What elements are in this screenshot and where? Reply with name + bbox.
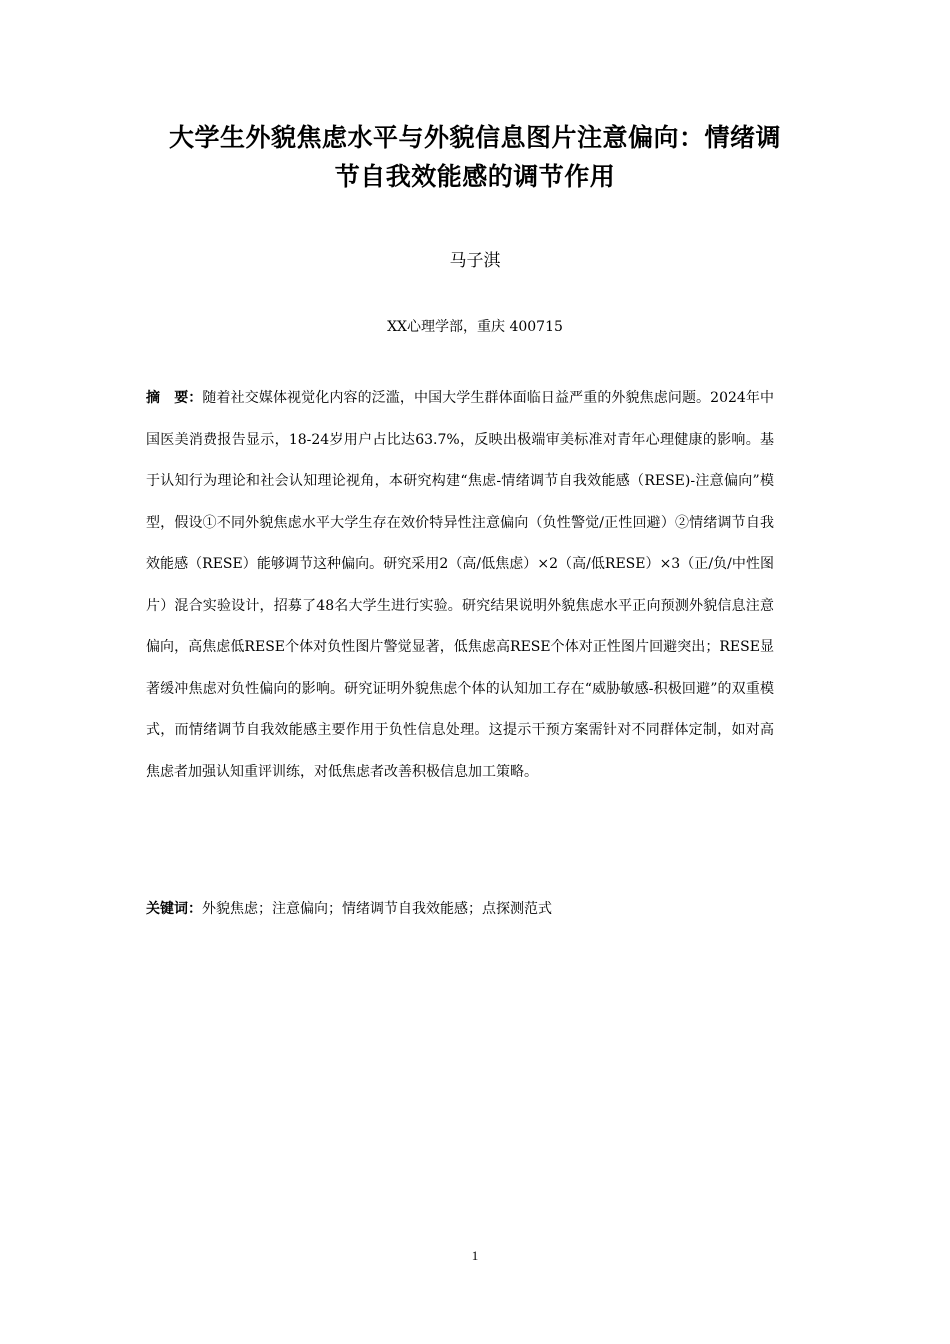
- abstract-label: 摘 要：: [146, 390, 203, 406]
- keywords-text: 外貌焦虑；注意偏向；情绪调节自我效能感；点探测范式: [202, 901, 552, 917]
- keywords: [146, 896, 774, 922]
- paper-title-line-1: 大学生外貌焦虑水平与外貌信息图片注意偏向：情绪调: [168, 123, 781, 152]
- abstract: [146, 378, 774, 793]
- author-name: 马子淇: [449, 251, 501, 271]
- author-affiliation: XX心理学部，重庆 400715: [387, 319, 563, 335]
- paper-title: [140, 118, 810, 196]
- abstract-text: 随着社交媒体视觉化内容的泛滥，中国大学生群体面临日益严重的外貌焦虑问题。2024年中国医美消费报告显示，18-24岁用户占比达63.7%，反映出极端审美标准对青年心理健康的影响。基于认知行为理论和社会认知理论视角，本研究构建“焦虑-情绪调节自我效能感（RESE)-注意偏向”模型，假设①不同外貌焦虑水平大学生存在效价特异性注意偏向（负性警觉/正性回避）②情绪调节自我效能感（RESE）能够调节这种偏向。研究采用2（高/低焦虑）×2（高/低RESE）×3（正/负/中性图片）混合实验设计，招募了48名大学生进行实验。研究结果说明外貌焦虑水平正向预测外貌信息注意偏向，高焦虑低RESE个体对负性图片警觉显著，低焦虑高RESE个体对正性图片回避突出；RESE显著缓冲焦虑对负性偏向的影响。研究证明外貌焦虑个体的认知加工存在“威胁敏感-积极回避”的双重模式，而情绪调节自我效能感主要作用于负性信息处理。这提示干预方案需针对不同群体定制，如对高焦虑者加强认知重评训练，对低焦虑者改善积极信息加工策略。: [146, 390, 774, 780]
- keywords-label: 关键词：: [146, 901, 202, 917]
- paper-title-line-2: 节自我效能感的调节作用: [334, 162, 616, 191]
- page-number: 1: [471, 1248, 479, 1263]
